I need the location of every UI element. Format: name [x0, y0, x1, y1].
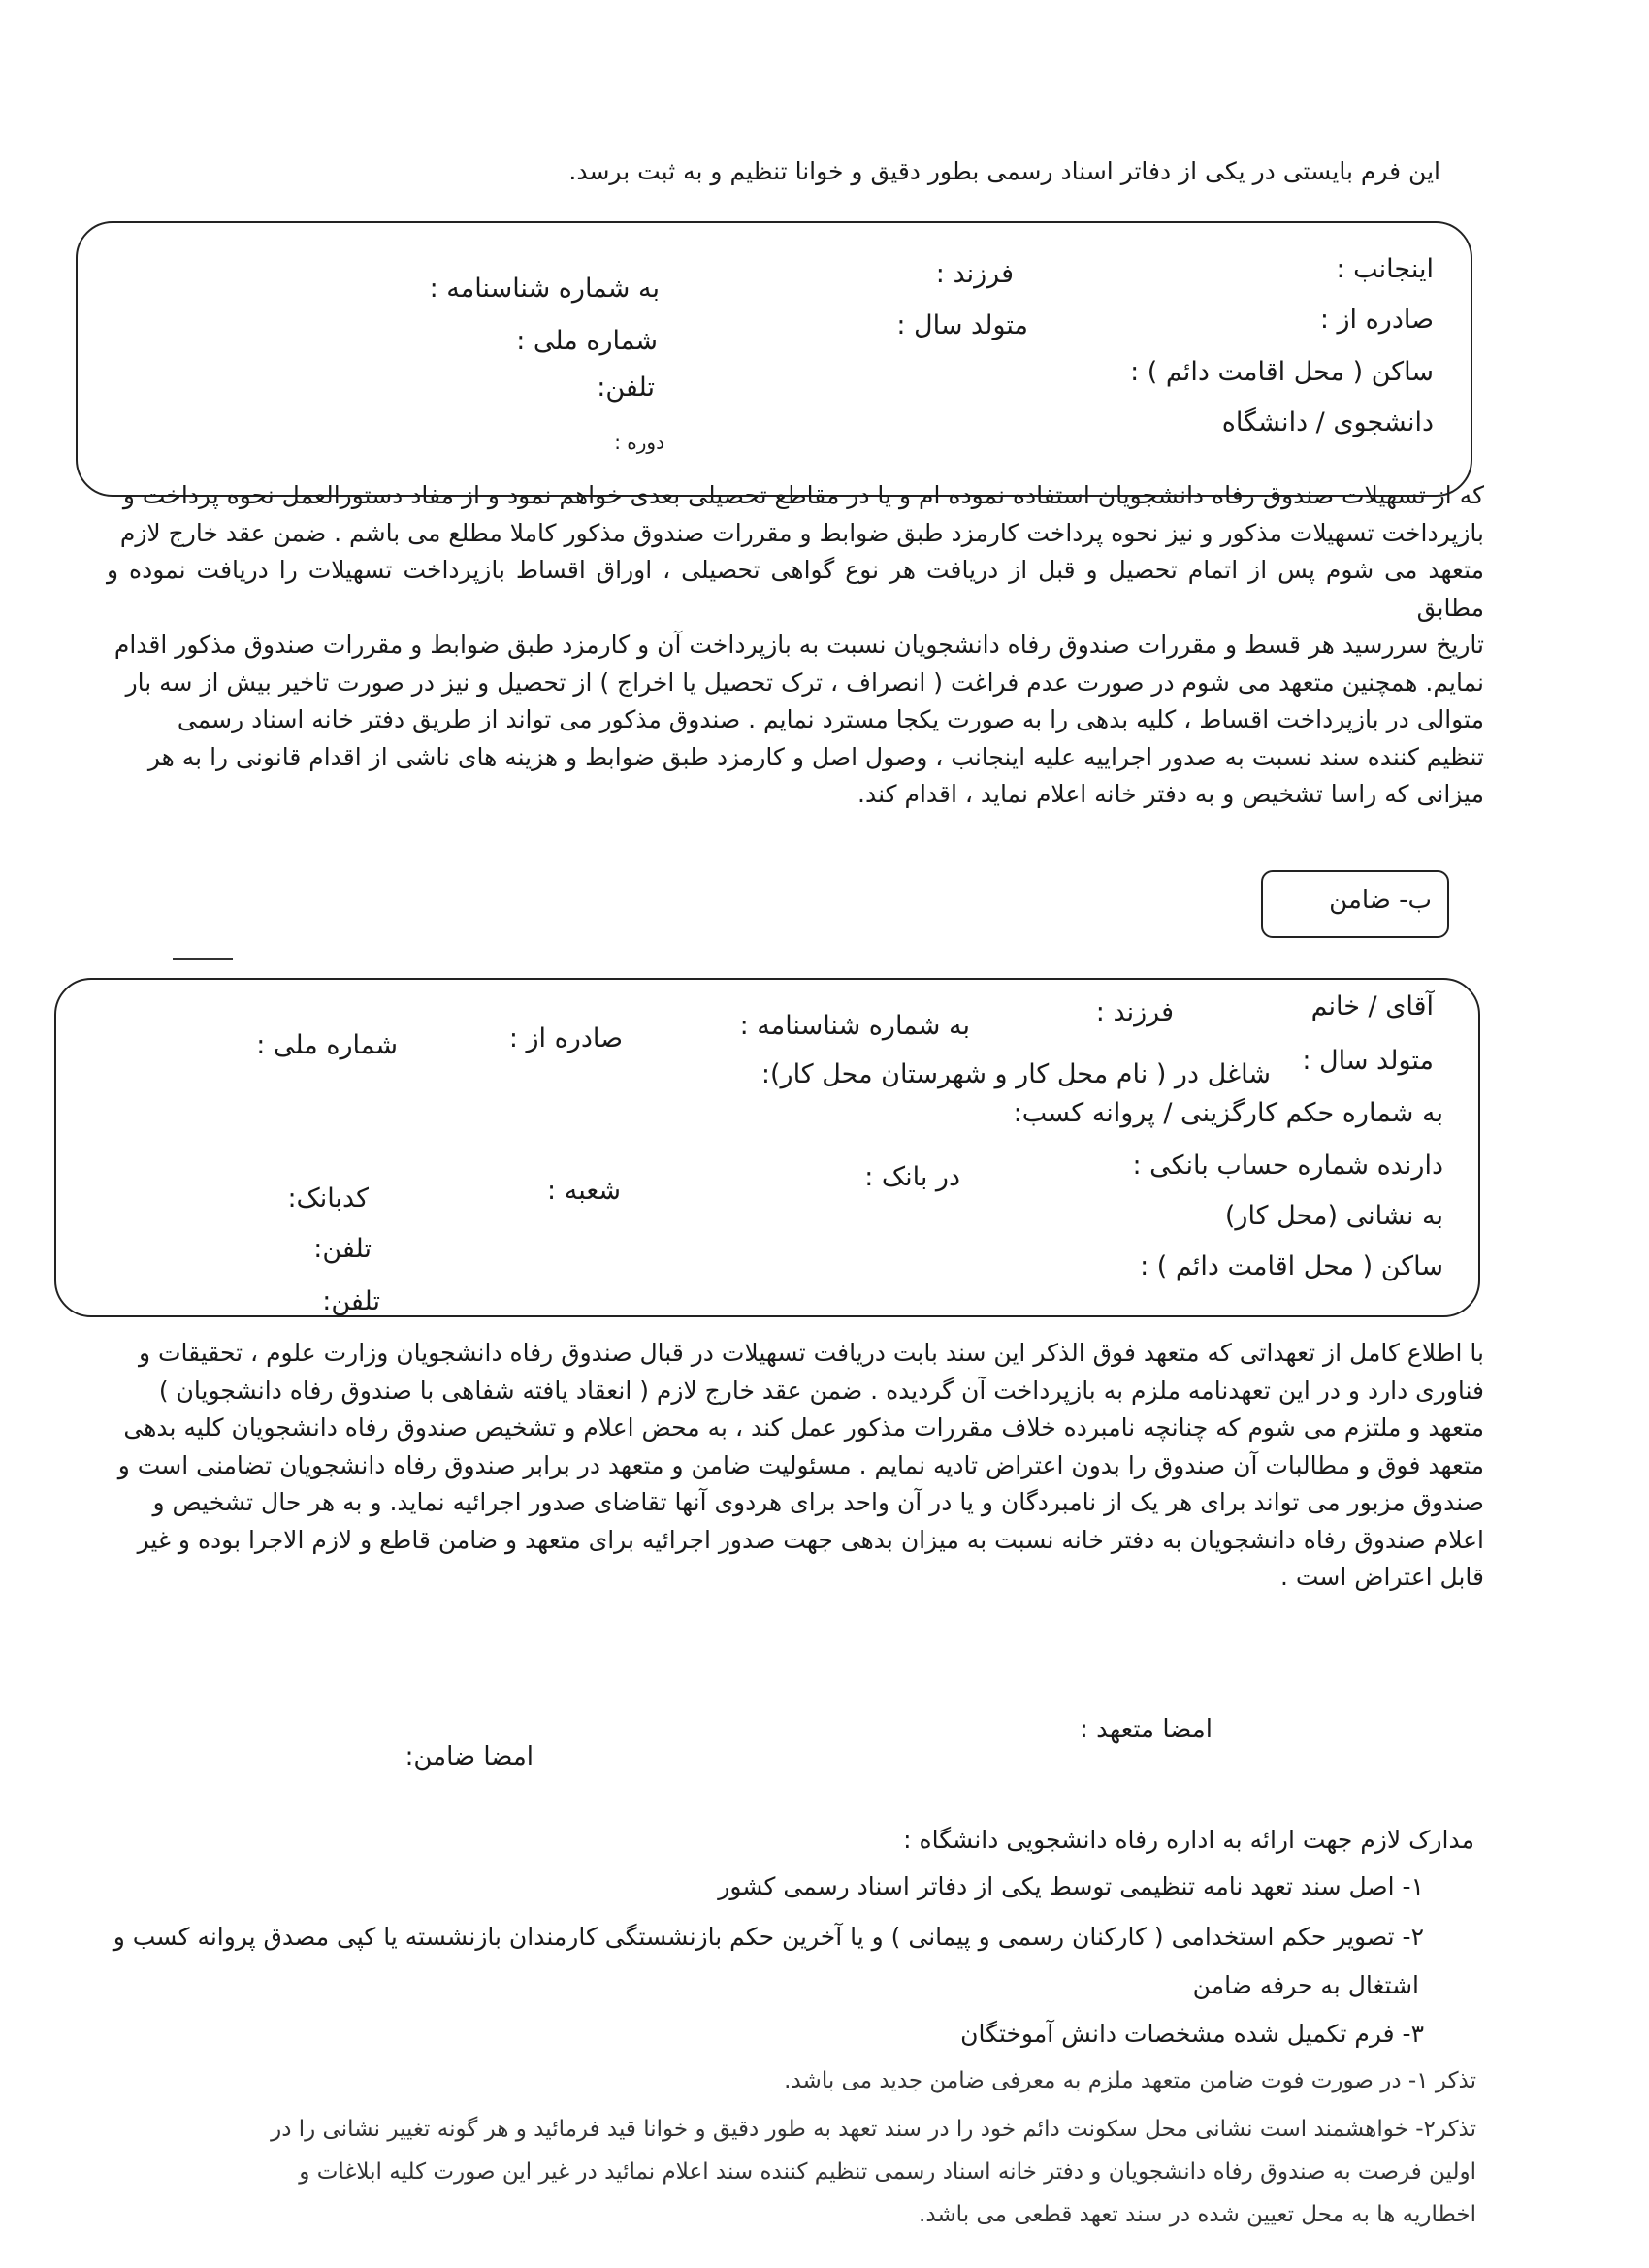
student-name-label: اینجانب :: [1336, 254, 1434, 284]
paragraph-line: فناوری دارد و در این تعهدنامه ملزم به بازپرداخت آن گردیده . ضمن عقد خارج لازم ( انعقاد یافته شفاهی با صندوق رفاه دانشجویان ): [158, 1376, 1484, 1405]
paragraph-line: قابل اعتراض است .: [1279, 1563, 1484, 1591]
paragraph-line: تاریخ سررسید هر قسط و مقررات صندوق رفاه دانشجویان نسبت به بازپرداخت آن و کارمزد طبق ضوابط و مقررات صندوق مذکور اقدام: [113, 631, 1484, 659]
document-item: ۳- فرم تکمیل شده مشخصات دانش آموختگان: [960, 2020, 1424, 2048]
note-line: اخطاریه ها به محل تعیین شده در سند تعهد قطعی می باشد.: [919, 2202, 1476, 2227]
paragraph-line: اعلام صندوق رفاه دانشجویان به دفتر خانه نسبت به میزان بدهی جهت صدور اجرائیه برای متعهد و ضامن قاطع و لازم الاجرا بوده و غیر: [137, 1525, 1484, 1554]
student-child-of-label: فرزند :: [935, 259, 1014, 289]
guarantor-issued-from-label: صادره از :: [508, 1023, 623, 1053]
student-birth-year-label: متولد سال :: [896, 310, 1028, 340]
paragraph-line: تنظیم کننده سند نسبت به صدور اجراییه علیه اینجانب ، وصول اصل و کارمزد طبق ضوابط و هزینه های ناشی از اقدام قانونی را به هر: [147, 742, 1484, 771]
paragraph-line: متعهد می شوم پس از اتمام تحصیل و قبل از دریافت هر نوع گواهی تحصیلی ، اوراق اقساط بازپرداخت تسهیلات را دریافت نموده و مطابق: [107, 556, 1484, 622]
student-issued-from-label: صادره از :: [1319, 305, 1434, 335]
guarantor-account-label: دارنده شماره حساب بانکی :: [1132, 1150, 1443, 1181]
student-id-number-label: به شماره شناسنامه :: [429, 274, 660, 304]
guarantor-decree-label: به شماره حکم کارگزینی / پروانه کسب:: [1013, 1098, 1443, 1128]
paragraph-line: نمایم. همچنین متعهد می شوم در صورت عدم فراغت ( انصراف ، ترک تحصیل یا اخراج ) از تحصیل و نیز در صورت تاخیر بیش از سه بار: [125, 667, 1484, 697]
student-national-id-label: شماره ملی :: [516, 326, 658, 356]
student-commitment-paragraph: [107, 477, 1484, 814]
guarantor-child-of-label: فرزند :: [1095, 997, 1174, 1027]
guarantor-commitment-paragraph: [107, 1335, 1484, 1597]
guarantor-work-address-label: به نشانی (محل کار): [1224, 1201, 1443, 1231]
paragraph-line: با اطلاع کامل از تعهداتی که متعهد فوق الذکر این سند بابت دریافت تسهیلات در قبال صندوق رفاه دانشجویان وزارت علوم ، تحقیقات و: [139, 1339, 1484, 1367]
required-documents-title: مدارک لازم جهت ارائه به اداره رفاه دانشجویی دانشگاه :: [903, 1826, 1474, 1854]
note-line: اولین فرصت به صندوق رفاه دانشجویان و دفتر خانه اسناد رسمی تنظیم کننده سند اعلام نمائید در غیر این صورت کلیه ابلاغات و: [299, 2159, 1476, 2185]
guarantor-signature-label: امضا ضامن:: [404, 1742, 534, 1771]
document-item: اشتغال به حرفه ضامن: [1192, 1971, 1419, 1999]
document-item: ۲- تصویر حکم استخدامی ( کارکنان رسمی و پیمانی ) و یا آخرین حکم بازنشستگی کارمندان بازنشسته یا کپی مصدق پروانه کسب و: [113, 1923, 1424, 1951]
guarantor-heading: ب- ضامن: [1329, 886, 1432, 915]
student-course-label: دوره :: [614, 431, 664, 454]
divider-dash: [173, 958, 233, 960]
student-university-label: دانشجوی / دانشگاه: [1221, 407, 1434, 437]
document-item: ۱- اصل سند تعهد نامه تنظیمی توسط یکی از دفاتر اسناد رسمی کشور: [718, 1872, 1424, 1900]
obligor-signature-label: امضا متعهد :: [1080, 1715, 1212, 1744]
intro-instruction: این فرم بایستی در یکی از دفاتر اسناد رسمی بطور دقیق و خوانا تنظیم و به ثبت برسد.: [568, 157, 1440, 185]
guarantor-residence-label: ساکن ( محل اقامت دائم ) :: [1140, 1251, 1443, 1281]
paragraph-line: متوالی در بازپرداخت اقساط ، کلیه بدهی را به صورت یکجا مسترد نمایم . صندوق مذکور می تواند از طریق دفتر خانه اسناد رسمی: [177, 705, 1484, 733]
guarantor-bank-code-label: کدبانک:: [287, 1183, 369, 1214]
note-line: تذکر۲- خواهشمند است نشانی محل سکونت دائم خود را در سند تعهد به طور دقیق و خوانا قید فرمائید و هر گونه تغییر نشانی را در: [271, 2117, 1476, 2142]
student-phone-label: تلفن:: [597, 373, 655, 403]
paragraph-line: صندوق مزبور می تواند برای هر یک از نامبردگان و یا در آن واحد برای هردوی آنها تقاضای صدور اجرائیه نماید. و به هر حال تشخیص و: [152, 1488, 1484, 1516]
guarantor-national-id-label: شماره ملی :: [256, 1030, 398, 1060]
guarantor-home-phone-label: تلفن:: [322, 1286, 380, 1316]
guarantor-workplace-label: شاغل در ( نام محل کار و شهرستان محل کار):: [760, 1059, 1271, 1089]
paragraph-line: بازپرداخت تسهیلات مذکور و نیز نحوه پرداخت کارمزد طبق ضوابط و مقررات صندوق مذکور کاملا مطلع می باشم . ضمن عقد خارج لازم: [119, 518, 1484, 547]
guarantor-branch-label: شعبه :: [547, 1176, 621, 1206]
student-residence-label: ساکن ( محل اقامت دائم ) :: [1130, 357, 1434, 387]
guarantor-id-number-label: به شماره شناسنامه :: [739, 1011, 970, 1041]
guarantor-title-label: آقای / خانم: [1310, 991, 1434, 1021]
guarantor-birth-year-label: متولد سال :: [1302, 1046, 1434, 1076]
paragraph-line: میزانی که راسا تشخیص و به دفتر خانه اعلام نماید ، اقدام کند.: [857, 780, 1484, 808]
paragraph-line: متعهد فوق و مطالبات آن صندوق را بدون اعتراض تادیه نمایم . مسئولیت ضامن و متعهد در برابر صندوق رفاه دانشجویان تضامنی است و: [117, 1450, 1484, 1479]
note-line: تذکر ۱- در صورت فوت ضامن متعهد ملزم به معرفی ضامن جدید می باشد.: [784, 2068, 1476, 2093]
paragraph-line: که از تسهیلات صندوق رفاه دانشجویان استفاده نموده ام و یا در مقاطع تحصیلی بعدی خواهم نمود و از مفاد دستورالعمل نحوه پرداخت و: [122, 481, 1484, 509]
paragraph-line: متعهد و ملتزم می شوم که چنانچه نامبرده خلاف مقررات مذکور عمل کند ، به محض اعلام و تشخیص صندوق رفاه دانشجویان کلیه بدهی: [123, 1413, 1484, 1442]
guarantor-bank-label: در بانک :: [864, 1162, 960, 1192]
guarantor-work-phone-label: تلفن:: [313, 1234, 372, 1264]
